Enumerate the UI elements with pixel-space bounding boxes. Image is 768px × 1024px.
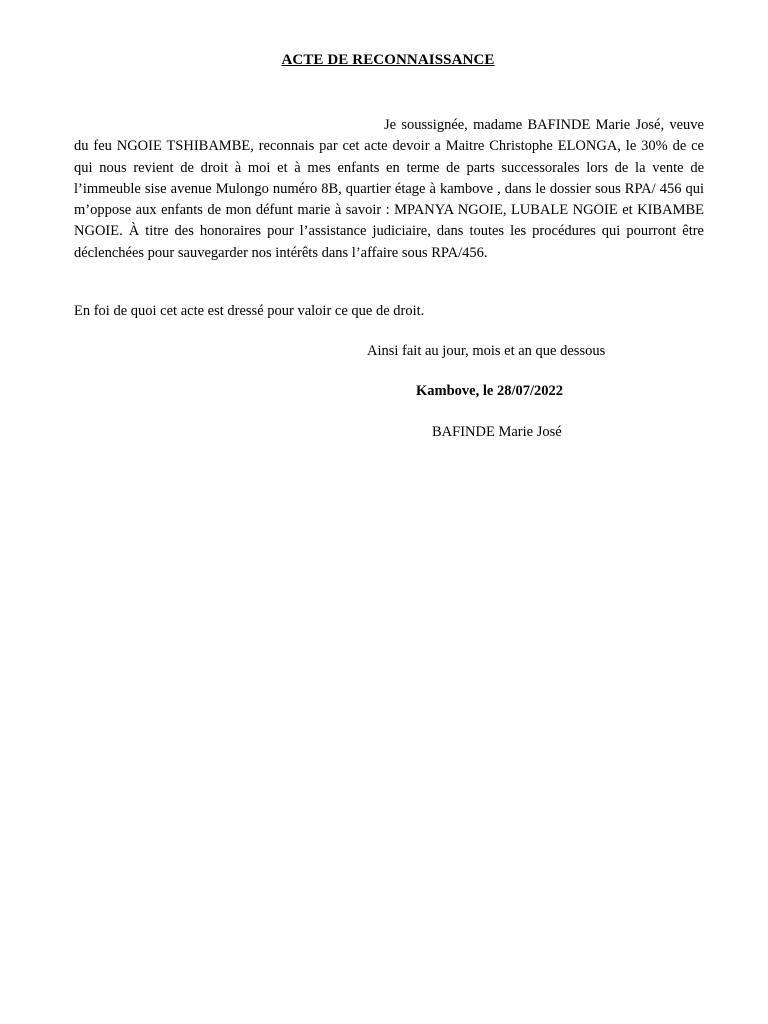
body-paragraph-declaration: Je soussignée, madame BAFINDE Marie José, veuve du feu NGOIE TSHIBAMBE, reconnais par cet acte devoir a Maitre Christophe ELONGA, le 30% de ce qui nous revient de droit à moi et à mes enfants en terme de parts successorales lors de la vente de l’immeuble sise avenue Mulongo numéro 8B, quartier étage à kambove , dans le dossier sous RPA/ 456 qui m’oppose aux enfants de mon défunt marie à savoir : MPANYA NGOIE, LUBALE NGOIE et KIBAMBE NGOIE. À titre des honoraires pour l’assistance judiciaire, dans toutes les procédures qui pourront être déclenchées pour sauvegarder nos intérêts dans l’affaire sous RPA/456.	[74, 117, 704, 261]
place-and-date: Kambove, le 28/07/2022	[416, 383, 564, 399]
signatory-name: BAFINDE Marie José	[432, 424, 562, 440]
closing-formula: Ainsi fait au jour, mois et an que dessous	[367, 343, 606, 359]
body-paragraph-conclusion: En foi de quoi cet acte est dressé pour valoir ce que de droit.	[74, 303, 425, 319]
document-title: ACTE DE RECONNAISSANCE	[281, 52, 495, 68]
